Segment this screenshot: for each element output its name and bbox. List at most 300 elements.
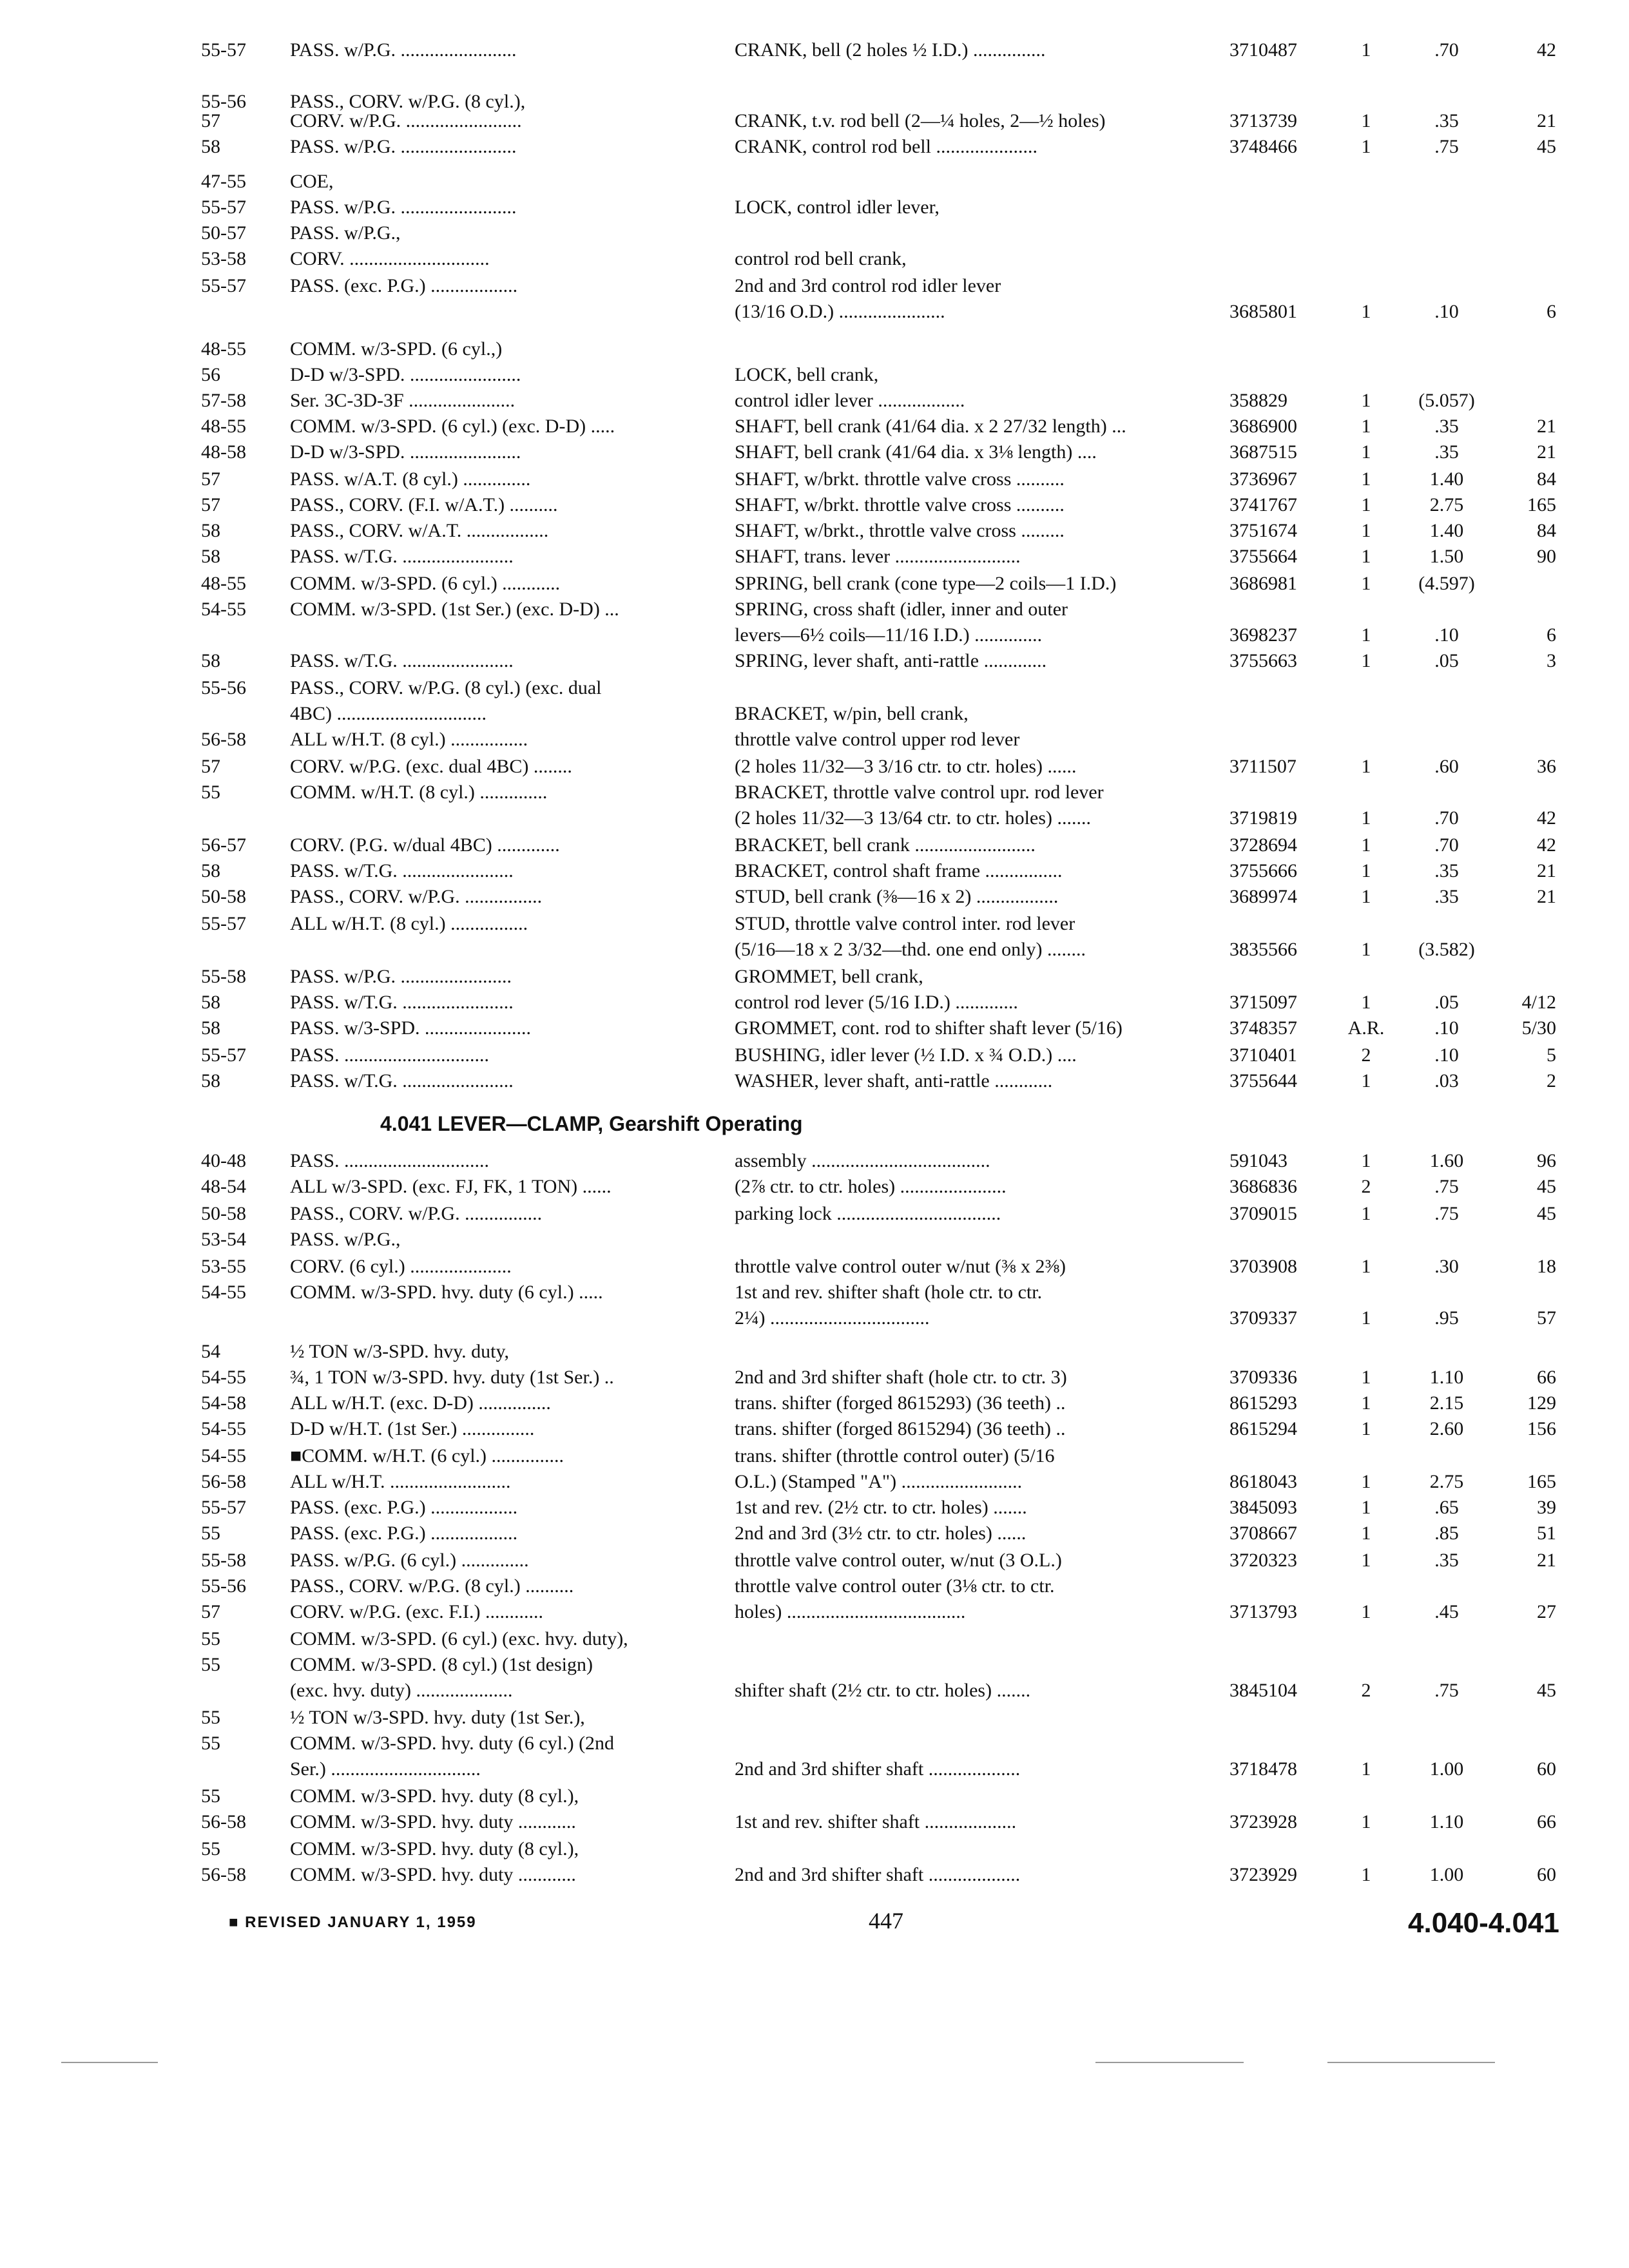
table-row xyxy=(0,543,1629,571)
price: .10 xyxy=(1434,301,1459,322)
part-number: 3689974 xyxy=(1229,886,1297,907)
model-desc: PASS. (exc. P.G.) .................. xyxy=(290,1497,518,1518)
year-range: 54-55 xyxy=(201,1367,246,1388)
part-desc: WASHER, lever shaft, anti-rattle ............ xyxy=(735,1070,1053,1091)
section-number: 4.040-4.041 xyxy=(1408,1907,1559,1939)
part-desc: throttle valve control upper rod lever xyxy=(735,729,1020,750)
code: 42 xyxy=(1537,807,1556,829)
table-row xyxy=(0,963,1629,991)
model-desc: CORV. w/P.G. (exc. dual 4BC) ........ xyxy=(290,756,572,777)
part-desc: 1st and rev. (2½ ctr. to ctr. holes) ....... xyxy=(735,1497,1027,1518)
price: .45 xyxy=(1434,1601,1459,1622)
model-desc: PASS. w/T.G. ....................... xyxy=(290,546,514,567)
code: 42 xyxy=(1537,834,1556,856)
year-range: 55-56 xyxy=(201,677,246,698)
quantity: 1 xyxy=(1361,520,1371,541)
part-desc: levers—6½ coils—11/16 I.D.) .............. xyxy=(735,624,1043,646)
model-desc: PASS. .............................. xyxy=(290,1150,489,1171)
quantity: 1 xyxy=(1361,807,1371,829)
price: 1.60 xyxy=(1429,1150,1464,1171)
table-row xyxy=(0,1067,1629,1095)
group-heading: 4.041 LEVER—CLAMP, Gearshift Operating xyxy=(380,1112,803,1135)
year-range: 55-57 xyxy=(201,1497,246,1518)
table-row xyxy=(0,1835,1629,1863)
part-number: 591043 xyxy=(1229,1150,1287,1171)
part-number: 3710401 xyxy=(1229,1044,1297,1066)
part-number: 3685801 xyxy=(1229,301,1297,322)
code: 39 xyxy=(1537,1497,1556,1518)
part-number: 3715097 xyxy=(1229,992,1297,1013)
year-range: 58 xyxy=(201,546,220,567)
model-desc: COMM. w/3-SPD. (1st Ser.) (exc. D-D) ... xyxy=(290,599,619,620)
part-number: 3755664 xyxy=(1229,546,1297,567)
year-range: 53-55 xyxy=(201,1256,246,1277)
year-range: 55 xyxy=(201,1785,220,1807)
price: 1.00 xyxy=(1429,1864,1464,1885)
model-desc: ALL w/H.T. ......................... xyxy=(290,1471,511,1492)
part-desc: (2 holes 11/32—3 3/16 ctr. to ctr. holes) ...... xyxy=(735,756,1077,777)
year-range: 57 xyxy=(201,468,220,490)
model-desc: CORV. ............................. xyxy=(290,248,490,269)
price: 2.60 xyxy=(1429,1418,1464,1439)
table-row xyxy=(0,491,1629,519)
quantity: 1 xyxy=(1361,1367,1371,1388)
quantity: 1 xyxy=(1361,1601,1371,1622)
year-range: 48-58 xyxy=(201,441,246,463)
part-number: 3713739 xyxy=(1229,110,1297,131)
code: 45 xyxy=(1537,136,1556,157)
quantity: 1 xyxy=(1361,1758,1371,1780)
part-number: 3687515 xyxy=(1229,441,1297,463)
price: .35 xyxy=(1434,110,1459,131)
code: 5/30 xyxy=(1521,1017,1556,1039)
price: (4.597) xyxy=(1418,573,1475,594)
price: 1.00 xyxy=(1429,1758,1464,1780)
part-desc: BRACKET, bell crank ......................... xyxy=(735,834,1036,856)
model-desc: PASS. .............................. xyxy=(290,1044,489,1066)
part-desc: BRACKET, control shaft frame ................ xyxy=(735,860,1063,881)
part-number: 3710487 xyxy=(1229,39,1297,61)
table-row xyxy=(0,1278,1629,1307)
part-number: 3755666 xyxy=(1229,860,1297,881)
price: 1.10 xyxy=(1429,1367,1464,1388)
part-number: 3723929 xyxy=(1229,1864,1297,1885)
year-range: 57 xyxy=(201,494,220,515)
price: 1.50 xyxy=(1429,546,1464,567)
code: 42 xyxy=(1537,39,1556,61)
part-number: 358829 xyxy=(1229,390,1287,411)
table-row xyxy=(0,1415,1629,1443)
part-number: 3728694 xyxy=(1229,834,1297,856)
part-number: 3713793 xyxy=(1229,1601,1297,1622)
code: 66 xyxy=(1537,1367,1556,1388)
code: 21 xyxy=(1537,886,1556,907)
part-number: 3709337 xyxy=(1229,1307,1297,1329)
model-desc: COMM. w/3-SPD. hvy. duty (8 cyl.), xyxy=(290,1785,579,1807)
price: .30 xyxy=(1434,1256,1459,1277)
part-number: 3755644 xyxy=(1229,1070,1297,1091)
model-desc: COMM. w/3-SPD. hvy. duty ............ xyxy=(290,1864,576,1885)
year-range: 58 xyxy=(201,520,220,541)
table-row xyxy=(0,778,1629,807)
quantity: 1 xyxy=(1361,1070,1371,1091)
table-row xyxy=(0,465,1629,494)
table-row xyxy=(0,674,1629,702)
model-desc: D-D w/3-SPD. ....................... xyxy=(290,364,521,385)
year-range: 58 xyxy=(201,992,220,1013)
code: 165 xyxy=(1527,494,1556,515)
year-range: 50-58 xyxy=(201,1203,246,1224)
year-range: 57-58 xyxy=(201,390,246,411)
part-desc: trans. shifter (forged 8615293) (36 teeth) .. xyxy=(735,1392,1066,1414)
quantity: 1 xyxy=(1361,468,1371,490)
part-desc: throttle valve control outer (3⅛ ctr. to ctr. xyxy=(735,1575,1055,1597)
part-desc: 2nd and 3rd shifter shaft ................... xyxy=(735,1758,1021,1780)
price: .03 xyxy=(1434,1070,1459,1091)
model-desc: COMM. w/3-SPD. (6 cyl.) ............ xyxy=(290,573,561,594)
code: 60 xyxy=(1537,1758,1556,1780)
table-row xyxy=(0,621,1629,649)
code: 165 xyxy=(1527,1471,1556,1492)
table-row xyxy=(0,1304,1629,1332)
model-desc: PASS. w/T.G. ....................... xyxy=(290,650,514,671)
model-desc: ALL w/H.T. (8 cyl.) ................ xyxy=(290,913,528,934)
year-range: 57 xyxy=(201,756,220,777)
part-desc: STUD, bell crank (⅜—16 x 2) ................. xyxy=(735,886,1059,907)
table-row xyxy=(0,1041,1629,1070)
part-desc: BRACKET, w/pin, bell crank, xyxy=(735,703,969,724)
year-range: 55 xyxy=(201,1628,220,1649)
table-row xyxy=(0,1677,1629,1705)
scan-mark xyxy=(61,2062,158,2063)
part-desc: CRANK, bell (2 holes ½ I.D.) ............... xyxy=(735,39,1046,61)
year-range: 55-57 xyxy=(201,1044,246,1066)
price: .10 xyxy=(1434,1044,1459,1066)
model-desc: COE, xyxy=(290,171,334,192)
year-range: 55 xyxy=(201,1707,220,1728)
part-desc: STUD, throttle valve control inter. rod lever xyxy=(735,913,1075,934)
price: .05 xyxy=(1434,992,1459,1013)
year-range: 55-57 xyxy=(201,275,246,296)
model-desc: PASS., CORV. w/P.G. (8 cyl.), xyxy=(290,91,526,112)
table-row xyxy=(0,298,1629,326)
part-desc: 2nd and 3rd shifter shaft (hole ctr. to ctr. 3) xyxy=(735,1367,1067,1388)
year-range: 58 xyxy=(201,136,220,157)
code: 156 xyxy=(1527,1418,1556,1439)
year-range: 47-55 xyxy=(201,171,246,192)
part-number: 3711507 xyxy=(1229,756,1296,777)
year-range: 55 xyxy=(201,1838,220,1860)
model-desc: ■COMM. w/H.T. (6 cyl.) ............... xyxy=(290,1445,564,1466)
model-desc: PASS., CORV. w/P.G. ................ xyxy=(290,1203,543,1224)
table-row xyxy=(0,647,1629,675)
table-row xyxy=(0,1147,1629,1175)
part-desc: holes) ..................................... xyxy=(735,1601,966,1622)
price: .95 xyxy=(1434,1307,1459,1329)
table-row xyxy=(0,1546,1629,1575)
part-desc: shifter shaft (2½ ctr. to ctr. holes) ....... xyxy=(735,1680,1031,1701)
model-desc: ALL w/3-SPD. (exc. FJ, FK, 1 TON) ...... xyxy=(290,1176,612,1197)
part-desc: CRANK, control rod bell ..................... xyxy=(735,136,1037,157)
quantity: 1 xyxy=(1361,939,1371,960)
table-row xyxy=(0,133,1629,161)
part-desc: 2nd and 3rd (3½ ctr. to ctr. holes) ...... xyxy=(735,1523,1027,1544)
quantity: 2 xyxy=(1361,1176,1371,1197)
part-number: 3845104 xyxy=(1229,1680,1297,1701)
part-desc: trans. shifter (throttle control outer) (5/16 xyxy=(735,1445,1055,1466)
part-desc: SHAFT, w/brkt., throttle valve cross ......... xyxy=(735,520,1065,541)
model-desc: COMM. w/3-SPD. (6 cyl.) (exc. D-D) ..... xyxy=(290,416,615,437)
model-desc: ALL w/H.T. (8 cyl.) ................ xyxy=(290,729,528,750)
table-row xyxy=(0,1338,1629,1366)
year-range: 54 xyxy=(201,1341,220,1362)
year-range: 55-57 xyxy=(201,913,246,934)
model-desc: PASS. w/T.G. ....................... xyxy=(290,992,514,1013)
part-desc: GROMMET, cont. rod to shifter shaft lever (5/16) xyxy=(735,1017,1123,1039)
year-range: 55-56 xyxy=(201,91,246,112)
table-row xyxy=(0,1494,1629,1522)
year-range: 58 xyxy=(201,1070,220,1091)
quantity: 1 xyxy=(1361,1150,1371,1171)
model-desc: ALL w/H.T. (exc. D-D) ............... xyxy=(290,1392,551,1414)
model-desc: COMM. w/3-SPD. (6 cyl.,) xyxy=(290,338,503,360)
year-range: 50-58 xyxy=(201,886,246,907)
year-range: 56-58 xyxy=(201,1864,246,1885)
revision-note: ■ REVISED JANUARY 1, 1959 xyxy=(229,1914,477,1931)
price: (5.057) xyxy=(1418,390,1475,411)
code: 21 xyxy=(1537,110,1556,131)
part-desc: SHAFT, bell crank (41/64 dia. x 3⅛ length) .... xyxy=(735,441,1097,463)
model-desc: ½ TON w/3-SPD. hvy. duty (1st Ser.), xyxy=(290,1707,585,1728)
part-number: 8618043 xyxy=(1229,1471,1297,1492)
code: 90 xyxy=(1537,546,1556,567)
table-row xyxy=(0,1389,1629,1418)
table-row xyxy=(0,1442,1629,1470)
table-row xyxy=(0,361,1629,389)
model-desc: CORV. (P.G. w/dual 4BC) ............. xyxy=(290,834,560,856)
year-range: 58 xyxy=(201,1017,220,1039)
scan-mark xyxy=(1327,2062,1495,2063)
code: 21 xyxy=(1537,860,1556,881)
part-number: 3686836 xyxy=(1229,1176,1297,1197)
quantity: 1 xyxy=(1361,1471,1371,1492)
quantity: 1 xyxy=(1361,1864,1371,1885)
model-desc: CORV. (6 cyl.) ..................... xyxy=(290,1256,512,1277)
code: 4/12 xyxy=(1521,992,1556,1013)
model-desc: (exc. hvy. duty) .................... xyxy=(290,1680,513,1701)
table-row xyxy=(0,1200,1629,1228)
model-desc: COMM. w/3-SPD. hvy. duty (6 cyl.) ..... xyxy=(290,1282,603,1303)
table-row xyxy=(0,1519,1629,1548)
part-desc: LOCK, control idler lever, xyxy=(735,197,940,218)
year-range: 57 xyxy=(201,1601,220,1622)
code: 6 xyxy=(1547,624,1556,646)
price: .70 xyxy=(1434,834,1459,856)
model-desc: CORV. w/P.G. ........................ xyxy=(290,110,522,131)
model-desc: Ser. 3C-3D-3F ...................... xyxy=(290,390,516,411)
table-row xyxy=(0,1861,1629,1889)
code: 36 xyxy=(1537,756,1556,777)
page-footer xyxy=(0,1907,1629,1946)
part-desc: throttle valve control outer, w/nut (3 O.L.) xyxy=(735,1550,1062,1571)
year-range: 55 xyxy=(201,782,220,803)
year-range: 55 xyxy=(201,1523,220,1544)
part-number: 3741767 xyxy=(1229,494,1297,515)
part-desc: 2nd and 3rd control rod idler lever xyxy=(735,275,1001,296)
part-number: 3755663 xyxy=(1229,650,1297,671)
scan-mark xyxy=(1095,2062,1244,2063)
quantity: 1 xyxy=(1361,1418,1371,1439)
part-desc: 2¼) ................................. xyxy=(735,1307,930,1329)
part-desc: SPRING, cross shaft (idler, inner and outer xyxy=(735,599,1068,620)
year-range: 55 xyxy=(201,1654,220,1675)
year-range: 53-58 xyxy=(201,248,246,269)
year-range: 55 xyxy=(201,1733,220,1754)
year-range: 55-57 xyxy=(201,197,246,218)
model-desc: PASS. (exc. P.G.) .................. xyxy=(290,275,518,296)
price: .70 xyxy=(1434,39,1459,61)
code: 84 xyxy=(1537,468,1556,490)
quantity: 1 xyxy=(1361,110,1371,131)
part-desc: throttle valve control outer w/nut (⅜ x 2⅜) xyxy=(735,1256,1066,1277)
price: .85 xyxy=(1434,1523,1459,1544)
model-desc: Ser.) ............................... xyxy=(290,1758,481,1780)
quantity: 1 xyxy=(1361,1256,1371,1277)
model-desc: D-D w/H.T. (1st Ser.) ............... xyxy=(290,1418,535,1439)
part-desc: (13/16 O.D.) ...................... xyxy=(735,301,945,322)
part-desc: BUSHING, idler lever (½ I.D. x ¾ O.D.) .... xyxy=(735,1044,1077,1066)
part-number: 3723928 xyxy=(1229,1811,1297,1832)
model-desc: 4BC) ............................... xyxy=(290,703,487,724)
part-desc: 1st and rev. shifter shaft (hole ctr. to ctr. xyxy=(735,1282,1043,1303)
price: .10 xyxy=(1434,624,1459,646)
model-desc: ½ TON w/3-SPD. hvy. duty, xyxy=(290,1341,510,1362)
quantity: 1 xyxy=(1361,1497,1371,1518)
model-desc: PASS., CORV. w/A.T. ................. xyxy=(290,520,549,541)
part-number: 3720323 xyxy=(1229,1550,1297,1571)
code: 3 xyxy=(1547,650,1556,671)
table-row xyxy=(0,1173,1629,1201)
table-row xyxy=(0,168,1629,196)
part-number: 3708667 xyxy=(1229,1523,1297,1544)
quantity: 1 xyxy=(1361,860,1371,881)
model-desc: PASS. w/P.G., xyxy=(290,1229,401,1250)
table-row xyxy=(0,245,1629,273)
code: 45 xyxy=(1537,1680,1556,1701)
model-desc: PASS. w/P.G. ....................... xyxy=(290,966,512,987)
year-range: 56-58 xyxy=(201,1471,246,1492)
code: 57 xyxy=(1537,1307,1556,1329)
page-number: 447 xyxy=(869,1908,903,1934)
table-row xyxy=(0,1729,1629,1758)
price: .70 xyxy=(1434,807,1459,829)
table-row xyxy=(0,1808,1629,1836)
price: .75 xyxy=(1434,1203,1459,1224)
code: 84 xyxy=(1537,520,1556,541)
quantity: 2 xyxy=(1361,1680,1371,1701)
part-desc: BRACKET, throttle valve control upr. rod lever xyxy=(735,782,1104,803)
price: 2.15 xyxy=(1429,1392,1464,1414)
price: 2.75 xyxy=(1429,1471,1464,1492)
part-desc: (5/16—18 x 2 3/32—thd. one end only) ........ xyxy=(735,939,1086,960)
table-row xyxy=(0,1598,1629,1626)
part-desc: 1st and rev. shifter shaft ................... xyxy=(735,1811,1017,1832)
year-range: 56 xyxy=(201,364,220,385)
model-desc: PASS., CORV. w/P.G. (8 cyl.) (exc. dual xyxy=(290,677,602,698)
year-range: 54-58 xyxy=(201,1392,246,1414)
price: .35 xyxy=(1434,1550,1459,1571)
year-range: 50-57 xyxy=(201,222,246,244)
quantity: 1 xyxy=(1361,756,1371,777)
part-desc: control rod bell crank, xyxy=(735,248,907,269)
part-number: 8615294 xyxy=(1229,1418,1297,1439)
quantity: 1 xyxy=(1361,886,1371,907)
quantity: 1 xyxy=(1361,573,1371,594)
part-number: 3698237 xyxy=(1229,624,1297,646)
part-number: 3703908 xyxy=(1229,1256,1297,1277)
model-desc: CORV. w/P.G. (exc. F.I.) ............ xyxy=(290,1601,543,1622)
quantity: 1 xyxy=(1361,834,1371,856)
table-row xyxy=(0,936,1629,964)
code: 18 xyxy=(1537,1256,1556,1277)
table-row xyxy=(0,1014,1629,1043)
table-row xyxy=(0,1363,1629,1392)
quantity: A.R. xyxy=(1347,1017,1385,1039)
part-number: 3835566 xyxy=(1229,939,1297,960)
price: (3.582) xyxy=(1418,939,1475,960)
table-row xyxy=(0,219,1629,247)
model-desc: PASS., CORV. w/P.G. ................ xyxy=(290,886,543,907)
price: .35 xyxy=(1434,416,1459,437)
model-desc: PASS. w/T.G. ....................... xyxy=(290,860,514,881)
price: 2.75 xyxy=(1429,494,1464,515)
quantity: 1 xyxy=(1361,1307,1371,1329)
table-row xyxy=(0,857,1629,885)
model-desc: COMM. w/3-SPD. (8 cyl.) (1st design) xyxy=(290,1654,593,1675)
code: 21 xyxy=(1537,1550,1556,1571)
quantity: 1 xyxy=(1361,1811,1371,1832)
model-desc: PASS., CORV. (F.I. w/A.T.) .......... xyxy=(290,494,558,515)
table-row xyxy=(0,1651,1629,1679)
table-row xyxy=(0,193,1629,222)
table-row xyxy=(0,804,1629,832)
year-range: 54-55 xyxy=(201,1282,246,1303)
part-number: 3751674 xyxy=(1229,520,1297,541)
model-desc: COMM. w/H.T. (8 cyl.) .............. xyxy=(290,782,548,803)
price: 1.40 xyxy=(1429,468,1464,490)
part-desc: (2⅞ ctr. to ctr. holes) ...................... xyxy=(735,1176,1007,1197)
quantity: 1 xyxy=(1361,301,1371,322)
part-desc: control idler lever .................. xyxy=(735,390,965,411)
part-desc: assembly ..................................... xyxy=(735,1150,990,1171)
part-desc: parking lock .................................. xyxy=(735,1203,1001,1224)
table-row xyxy=(0,831,1629,860)
table-row xyxy=(0,107,1629,135)
table-row xyxy=(0,1704,1629,1732)
code: 45 xyxy=(1537,1203,1556,1224)
code: 6 xyxy=(1547,301,1556,322)
price: .75 xyxy=(1434,1176,1459,1197)
model-desc: PASS. w/P.G. (6 cyl.) .............. xyxy=(290,1550,529,1571)
quantity: 1 xyxy=(1361,390,1371,411)
quantity: 1 xyxy=(1361,1523,1371,1544)
model-desc: PASS. w/P.G., xyxy=(290,222,401,244)
code: 66 xyxy=(1537,1811,1556,1832)
quantity: 1 xyxy=(1361,650,1371,671)
part-number: 3736967 xyxy=(1229,468,1297,490)
table-row xyxy=(0,1782,1629,1811)
table-row xyxy=(0,387,1629,415)
